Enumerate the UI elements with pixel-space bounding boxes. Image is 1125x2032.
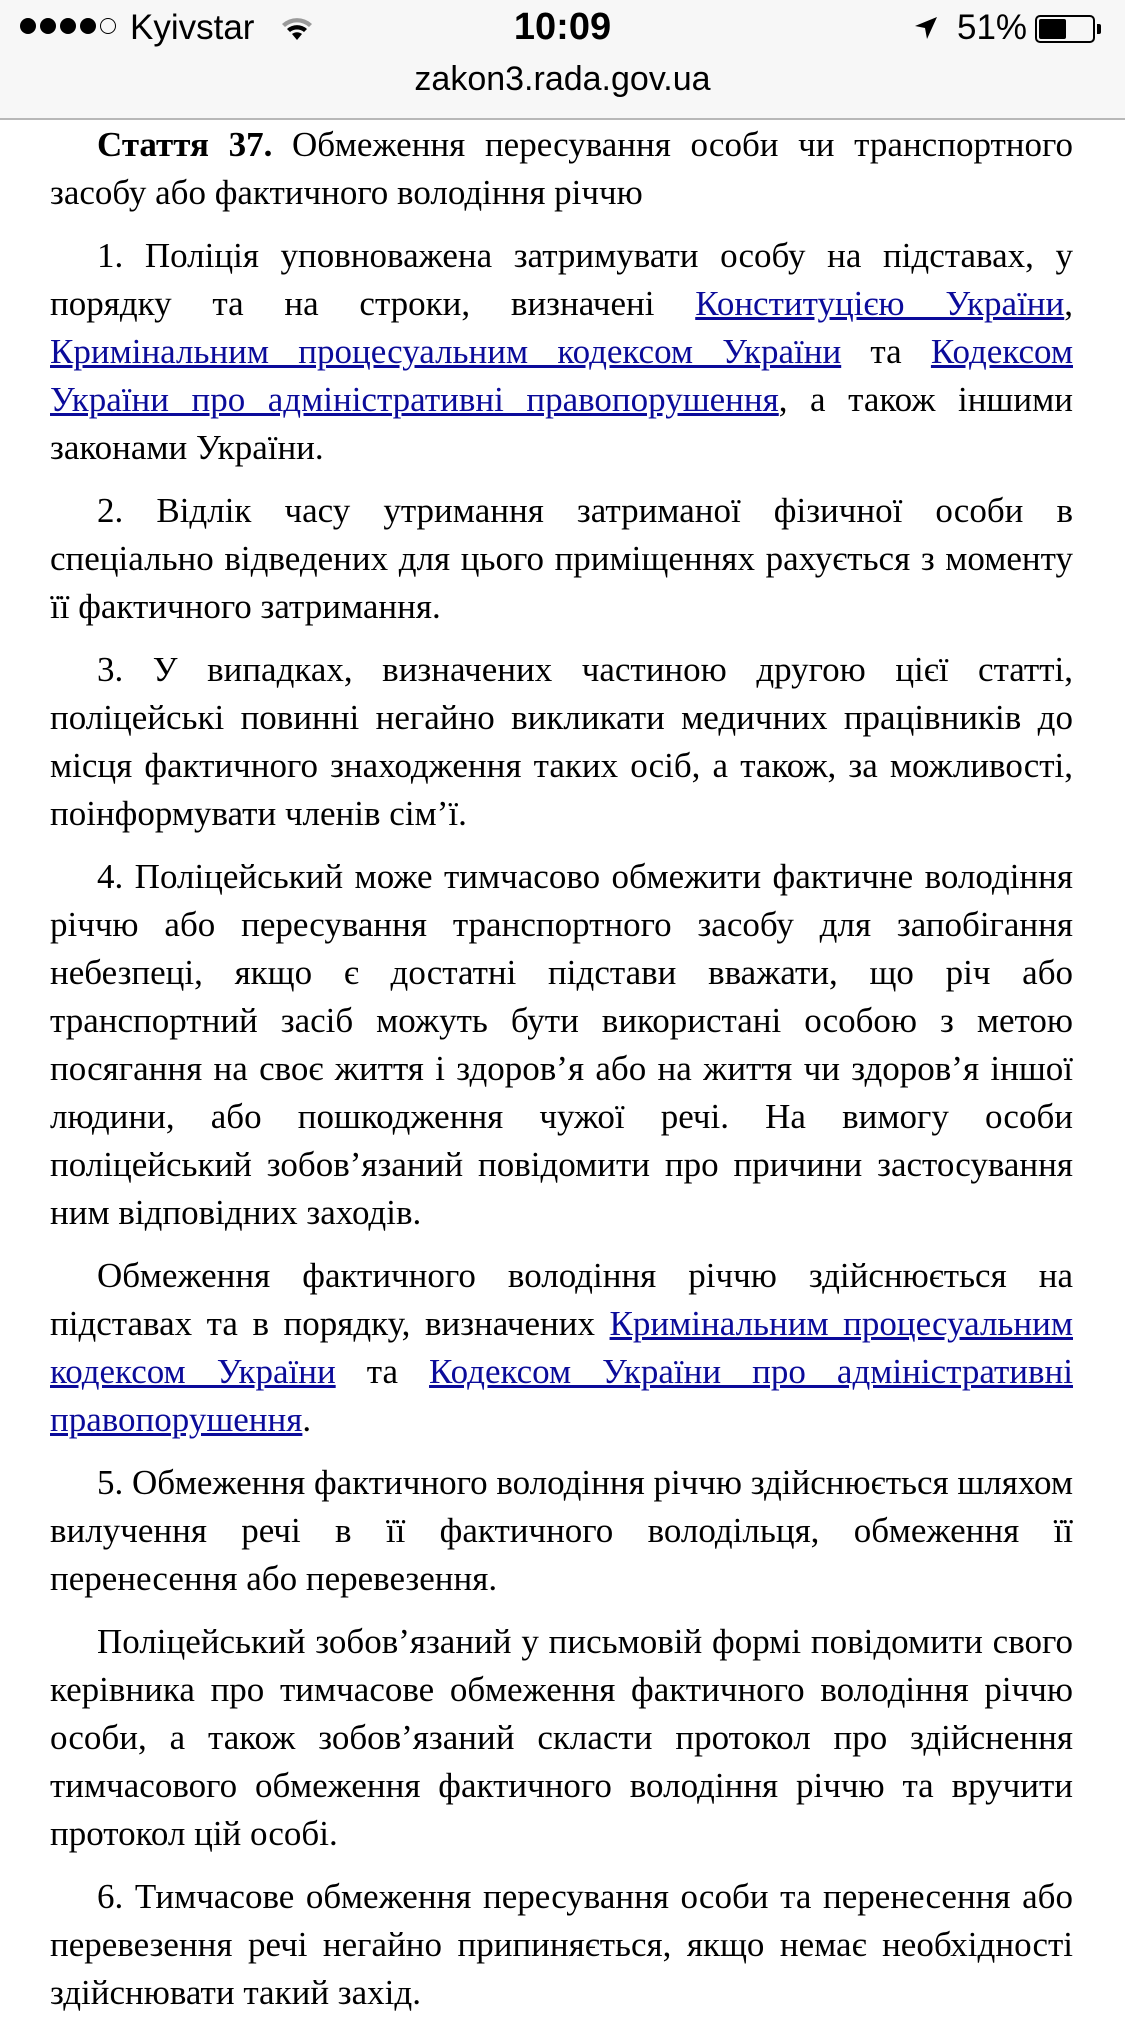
- status-time: 10:09: [513, 6, 612, 48]
- text: .: [302, 1400, 312, 1439]
- carrier-name: Kyivstar: [130, 8, 255, 47]
- text: Обмеження фактичного володіння річчю здійснюється на підставах та в порядку, визначених: [50, 1256, 1073, 1343]
- paragraph-6: 5. Обмеження фактичного володіння річчю здійснюється шляхом вилучення речі в її фактичного володільця, обмеження її перенесення або перевезення.: [50, 1463, 1073, 1598]
- status-bar: [0, 0, 1125, 60]
- address-bar-url[interactable]: zakon3.rada.gov.ua: [414, 60, 711, 98]
- link-constitution[interactable]: Конституцією України: [695, 284, 1065, 323]
- paragraph-8: 6. Тимчасове обмеження пересування особи та перенесення або перевезення речі негайно припиняється, якщо немає необхідності здійснювати такий захід.: [50, 1877, 1073, 2012]
- paragraph-5: [50, 1252, 1073, 1444]
- text: та: [841, 332, 931, 371]
- battery-percent: 51%: [957, 8, 1028, 47]
- link-administrative-code[interactable]: Кодексом України про адміністративні правопорушення: [50, 1352, 1073, 1439]
- paragraph-3: 3. У випадках, визначених частиною другою цієї статті, поліцейські повинні негайно викликати медичних працівників до місця фактичного знаходження таких осіб, а також, за можливості, поінформувати членів сім’ї.: [50, 650, 1073, 833]
- paragraph-7: Поліцейський зобов’язаний у письмовій формі повідомити свого керівника про тимчасове обмеження фактичного володіння річчю особи, а також зобов’язаний скласти протокол про здійснення тимчасового обмеження фактичного володіння річчю та вручити протокол цій особі.: [50, 1622, 1073, 1853]
- text: та: [335, 1352, 430, 1391]
- link-criminal-procedure-code[interactable]: Кримінальним процесуальним кодексом України: [50, 1304, 1073, 1391]
- article-number: Стаття 37.: [97, 125, 273, 164]
- paragraph-2: 2. Відлік часу утримання затриманої фізичної особи в спеціально відведених для цього приміщеннях рахується з моменту її фактичного затримання.: [50, 491, 1073, 626]
- text: 1. Поліція уповноважена затримувати особу на підставах, у порядку та на строки, визначені: [50, 236, 1073, 323]
- battery-fill: [1039, 19, 1066, 39]
- article-title: [50, 119, 1073, 217]
- battery-tip: [1097, 24, 1101, 34]
- paragraph-1: [50, 232, 1073, 472]
- location-arrow-icon: [912, 14, 940, 42]
- browser-top-bar: [0, 0, 1125, 120]
- paragraph-4: 4. Поліцейський може тимчасово обмежити фактичне володіння річчю або пересування транспортного засобу для запобігання небезпеці, якщо є достатні підстави вважати, що річ або транспортний засіб можуть бути використані особою з метою посягання на своє життя і здоров’я або на життя чи здоров’я іншої людини, або пошкодження чужої речі. На вимогу особи поліцейський зобов’язаний повідомити про причини застосування ним відповідних заходів.: [50, 857, 1073, 1232]
- text: , а також іншими законами України.: [50, 380, 1073, 467]
- link-administrative-code[interactable]: Кодексом України про адміністративні правопорушення: [50, 332, 1073, 419]
- battery-icon: [1035, 15, 1095, 43]
- text: ,: [1064, 284, 1074, 323]
- article-content: [50, 119, 1073, 2032]
- article-title-text: Обмеження пересування особи чи транспортного засобу або фактичного володіння річчю: [50, 125, 1073, 212]
- link-criminal-procedure-code[interactable]: Кримінальним процесуальним кодексом України: [50, 332, 842, 371]
